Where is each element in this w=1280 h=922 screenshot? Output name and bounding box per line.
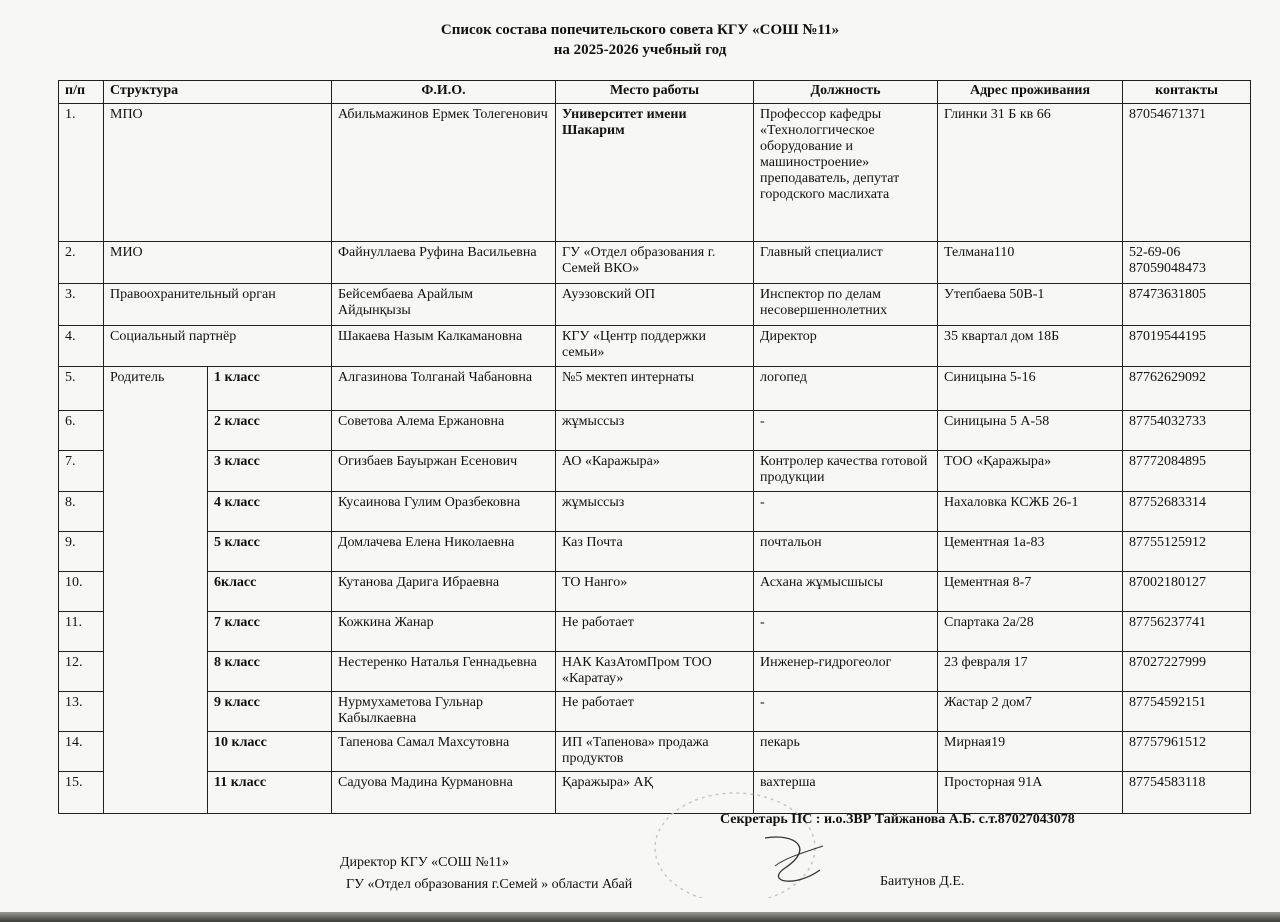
row-address: Глинки 31 Б кв 66 — [938, 104, 1123, 242]
row-contacts: 87027227999 — [1123, 652, 1251, 692]
row-position: логопед — [754, 367, 938, 411]
row-position: - — [754, 612, 938, 652]
row-position: - — [754, 492, 938, 532]
row-workplace: ТО Нанго» — [556, 572, 754, 612]
table-row — [59, 367, 1251, 411]
row-position: Асхана жұмысшысы — [754, 572, 938, 612]
signer-name: Баитунов Д.Е. — [880, 874, 965, 889]
row-grade: 5 класс — [208, 532, 332, 572]
director-line-1: Директор КГУ «СОШ №11» — [340, 855, 510, 870]
row-address: Цементная 1а-83 — [938, 532, 1123, 572]
row-workplace: Не работает — [556, 612, 754, 652]
document-title — [0, 20, 1280, 60]
row-address: 23 февраля 17 — [938, 652, 1123, 692]
row-address: Синицына 5 А-58 — [938, 411, 1123, 451]
row-num: 4. — [59, 326, 104, 367]
row-contacts: 87762629092 — [1123, 367, 1251, 411]
header-address: Адрес проживания — [938, 81, 1123, 104]
row-workplace: КГУ «Центр поддержки семьи» — [556, 326, 754, 367]
council-table — [58, 80, 1251, 814]
table-row — [59, 732, 1251, 772]
row-num: 6. — [59, 411, 104, 451]
row-workplace: ИП «Тапенова» продажа продуктов — [556, 732, 754, 772]
row-position: пекарь — [754, 732, 938, 772]
row-workplace: ГУ «Отдел образования г. Семей ВКО» — [556, 242, 754, 284]
row-contacts: 87754032733 — [1123, 411, 1251, 451]
table-header-row — [59, 81, 1251, 104]
row-workplace: Ауэзовский ОП — [556, 284, 754, 326]
row-address: Жастар 2 дом7 — [938, 692, 1123, 732]
row-name: Бейсембаева Арайлым Айдынқызы — [332, 284, 556, 326]
row-name: Кусаинова Гулим Оразбековна — [332, 492, 556, 532]
row-grade: 3 класс — [208, 451, 332, 492]
row-workplace: НАК КазАтомПром ТОО «Каратау» — [556, 652, 754, 692]
header-name: Ф.И.О. — [332, 81, 556, 104]
row-grade: 2 класс — [208, 411, 332, 451]
table-row — [59, 284, 1251, 326]
table-row — [59, 451, 1251, 492]
row-name: Нурмухаметова Гульнар Кабылкаевна — [332, 692, 556, 732]
table-row — [59, 572, 1251, 612]
row-workplace: Не работает — [556, 692, 754, 732]
row-name: Алгазинова Толганай Чабановна — [332, 367, 556, 411]
row-name: Советова Алема Ержановна — [332, 411, 556, 451]
row-contacts: 87752683314 — [1123, 492, 1251, 532]
table-row — [59, 612, 1251, 652]
row-num: 11. — [59, 612, 104, 652]
row-workplace: №5 мектеп интернаты — [556, 367, 754, 411]
row-position: - — [754, 692, 938, 732]
row-grade: 7 класс — [208, 612, 332, 652]
row-name: Кутанова Дарига Ибраевна — [332, 572, 556, 612]
table-row — [59, 411, 1251, 451]
row-position: Инженер-гидрогеолог — [754, 652, 938, 692]
row-contacts: 87473631805 — [1123, 284, 1251, 326]
row-num: 14. — [59, 732, 104, 772]
director-line-2: ГУ «Отдел образования г.Семей » области Абай — [346, 877, 633, 892]
row-num: 15. — [59, 772, 104, 814]
row-position: Профессор кафедры «Технологгическое оборудование и машиностроение» преподаватель, депутат городского маслихата — [754, 104, 938, 242]
row-position: Главный специалист — [754, 242, 938, 284]
header-num: п/п — [59, 81, 104, 104]
row-num: 5. — [59, 367, 104, 411]
row-num: 9. — [59, 532, 104, 572]
row-name: Шакаева Назым Калкамановна — [332, 326, 556, 367]
secretary-line: Секретарь ПС : и.о.ЗВР Тайжанова А.Б. с.т.87027043078 — [720, 812, 1075, 827]
row-structure: Правоохранительный орган — [104, 284, 332, 326]
row-num: 1. — [59, 104, 104, 242]
row-structure: МПО — [104, 104, 332, 242]
row-position: Контролер качества готовой продукции — [754, 451, 938, 492]
row-address: Нахаловка КСЖБ 26-1 — [938, 492, 1123, 532]
row-name: Файнуллаева Руфина Васильевна — [332, 242, 556, 284]
row-num: 7. — [59, 451, 104, 492]
row-workplace: жұмыссыз — [556, 492, 754, 532]
row-position: почтальон — [754, 532, 938, 572]
table-row — [59, 692, 1251, 732]
row-address: Синицына 5-16 — [938, 367, 1123, 411]
header-workplace: Место работы — [556, 81, 754, 104]
row-name: Домлачева Елена Николаевна — [332, 532, 556, 572]
stamp-signature-mark — [645, 778, 825, 898]
row-name: Абильмажинов Ермек Толегенович — [332, 104, 556, 242]
row-name: Кожкина Жанар — [332, 612, 556, 652]
row-address: Просторная 91А — [938, 772, 1123, 814]
header-contacts: контакты — [1123, 81, 1251, 104]
row-structure: МИО — [104, 242, 332, 284]
row-contacts: 87756237741 — [1123, 612, 1251, 652]
title-line-2: на 2025-2026 учебный год — [553, 42, 727, 58]
row-num: 8. — [59, 492, 104, 532]
row-contacts: 87754583118 — [1123, 772, 1251, 814]
row-structure-parent: Родитель — [104, 367, 208, 814]
row-name: Садуова Мадина Курмановна — [332, 772, 556, 814]
row-workplace: Каз Почта — [556, 532, 754, 572]
row-num: 2. — [59, 242, 104, 284]
row-structure: Социальный партнёр — [104, 326, 332, 367]
row-grade: 1 класс — [208, 367, 332, 411]
row-workplace: АО «Каражыра» — [556, 451, 754, 492]
row-workplace: Қаражыра» АҚ — [556, 772, 754, 814]
row-address: 35 квартал дом 18Б — [938, 326, 1123, 367]
row-num: 13. — [59, 692, 104, 732]
row-workplace: Университет имени Шакарим — [556, 104, 754, 242]
table-row — [59, 652, 1251, 692]
title-line-1: Список состава попечительского совета КГУ «СОШ №11» — [440, 22, 840, 38]
row-name: Огизбаев Бауыржан Есенович — [332, 451, 556, 492]
row-name: Нестеренко Наталья Геннадьевна — [332, 652, 556, 692]
row-contacts: 87755125912 — [1123, 532, 1251, 572]
row-contacts: 87754592151 — [1123, 692, 1251, 732]
header-structure: Структура — [104, 81, 332, 104]
row-grade: 6класс — [208, 572, 332, 612]
row-position: Инспектор по делам несовершеннолетних — [754, 284, 938, 326]
director-block — [340, 852, 632, 896]
row-grade: 9 класс — [208, 692, 332, 732]
table-row — [59, 326, 1251, 367]
row-grade: 4 класс — [208, 492, 332, 532]
row-address: ТОО «Қаражыра» — [938, 451, 1123, 492]
row-grade: 10 класс — [208, 732, 332, 772]
table-row — [59, 532, 1251, 572]
row-num: 12. — [59, 652, 104, 692]
row-address: Спартака 2а/28 — [938, 612, 1123, 652]
row-address: Телмана110 — [938, 242, 1123, 284]
row-contacts: 52-69-06 87059048473 — [1123, 242, 1251, 284]
row-position: - — [754, 411, 938, 451]
row-workplace: жұмыссыз — [556, 411, 754, 451]
row-contacts: 87772084895 — [1123, 451, 1251, 492]
row-address: Утепбаева 50В-1 — [938, 284, 1123, 326]
photo-edge-shadow — [0, 912, 1280, 922]
row-position: Директор — [754, 326, 938, 367]
row-num: 10. — [59, 572, 104, 612]
row-grade: 8 класс — [208, 652, 332, 692]
row-address: Цементная 8-7 — [938, 572, 1123, 612]
table-row — [59, 492, 1251, 532]
row-contacts: 87054671371 — [1123, 104, 1251, 242]
row-address: Мирная19 — [938, 732, 1123, 772]
table-row — [59, 104, 1251, 242]
table-row — [59, 242, 1251, 284]
row-grade: 11 класс — [208, 772, 332, 814]
row-contacts: 87757961512 — [1123, 732, 1251, 772]
row-num: 3. — [59, 284, 104, 326]
row-name: Тапенова Самал Махсутовна — [332, 732, 556, 772]
row-position: вахтерша — [754, 772, 938, 814]
header-position: Должность — [754, 81, 938, 104]
row-contacts: 87019544195 — [1123, 326, 1251, 367]
row-contacts: 87002180127 — [1123, 572, 1251, 612]
